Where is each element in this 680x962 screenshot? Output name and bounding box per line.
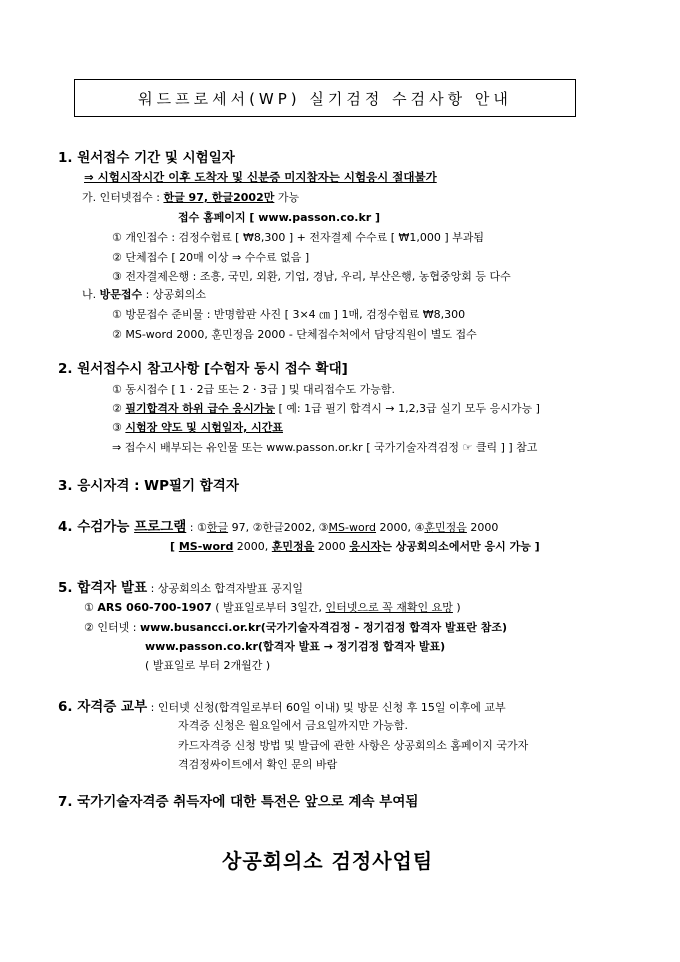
section1-item2: ② 단체접수 [ 20매 이상 ⇒ 수수료 없음 ] (112, 251, 310, 264)
section4-heading-programs: 프로그램 (134, 519, 187, 535)
section6-heading: 6. 자격증 교부 (58, 699, 148, 715)
section6-line3: 카드자격증 신청 방법 및 발급에 관한 사항은 상공회의소 홈페이지 국가자 (178, 739, 529, 752)
ars-mid: ( 발표일로부터 3일간, (211, 601, 326, 614)
section4-line (58, 515, 498, 535)
program-msword: MS-word (328, 521, 377, 534)
internet-hangul: 한글 97, 한글2002만 (163, 191, 275, 204)
internet-result-line (84, 619, 507, 635)
program-hangul-rest: 97, ②한글2002, ③ (228, 521, 329, 534)
visit-label: 나. (82, 288, 100, 301)
internet-prefix: 가. 인터넷접수 : (82, 191, 164, 204)
notice-title: 워드프로세서(WP) 실기검정 수검사항 안내 (74, 79, 576, 117)
note-chamber: 상공회의소 (395, 540, 449, 553)
program-hunmin: 훈민정음 (424, 521, 467, 534)
section2-item4: ⇒ 접수시 배부되는 유인물 또는 www.passon.or.kr [ 국가기술자격검정 ☞ 클릭 ] ] 참고 (112, 441, 538, 454)
visit-rest: : 상공회의소 (142, 288, 206, 301)
section2-heading: 2. 원서접수시 참고사항 [수험자 동시 접수 확대] (58, 361, 348, 377)
note-open: [ (170, 540, 179, 553)
program-hunmin-rest: 2000 (466, 521, 499, 534)
item3-bold: 시험장 약도 및 시험일자, 시간표 (125, 421, 283, 434)
section2-item3 (112, 419, 283, 435)
item2-num: ② (112, 402, 126, 415)
ars-recheck: 인터넷으로 꼭 재확인 요망 (325, 601, 453, 614)
item2-rest: [ 예: 1급 필기 합격시 → 1,2,3급 실기 모두 응시가능 ] (275, 402, 540, 415)
item2-bold: 필기합격자 하위 급수 응시가능 (125, 402, 275, 415)
section5-heading: 5. 합격자 발표 (58, 580, 148, 596)
visit-item2: ② MS-word 2000, 훈민정음 2000 - 단체접수처에서 담당직원이 별도 접수 (112, 328, 477, 341)
homepage-line: 접수 홈페이지 [ www.passon.co.kr ] (178, 211, 381, 224)
net-busancci: www.busancci.or.kr(국가기술자격검정 - 정기검정 합격자 발표란 참조) (139, 621, 508, 634)
section1-warning: ⇒ 시험시작시간 이후 도착자 및 신분증 미지참자는 시험응시 절대불가 (84, 170, 437, 184)
programs-prefix: : ① (186, 521, 207, 534)
ars-number: ARS 060-700-1907 (97, 601, 212, 614)
net-period: ( 발표일로 부터 2개월간 ) (145, 659, 271, 672)
issuer-footer: 상공회의소 검정사업팀 (222, 849, 434, 873)
section1-item1: ① 개인접수 : 검정수험료 [ ₩8,300 ] + 전자결제 수수료 [ ₩1,000 ] 부과됨 (112, 231, 485, 244)
section5-heading-rest: : 상공회의소 합격자발표 공지일 (147, 582, 303, 595)
net-passon: www.passon.co.kr(합격자 발표 → 정기검정 합격자 발표) (145, 640, 446, 653)
visit-line (82, 286, 206, 302)
note-b: 2000 (314, 540, 350, 553)
section5-line (58, 576, 303, 596)
visit-bold: 방문접수 (99, 288, 143, 301)
item3-num: ③ (112, 421, 126, 434)
section4-heading-num: 4. 수검가능 (58, 519, 135, 535)
ars-line (84, 599, 461, 615)
section4-note (170, 538, 540, 554)
note-applicant: 응시자 (349, 540, 382, 553)
section2-item2 (112, 400, 540, 416)
internet-suffix: 가능 (274, 191, 300, 204)
section7-heading: 7. 국가기술자격증 취득자에 대한 특전은 앞으로 계속 부여됨 (58, 794, 419, 810)
section1-internet-line (82, 189, 299, 205)
section6-line2: 자격증 신청은 월요일에서 금요일까지만 가능함. (178, 719, 409, 732)
note-msword: MS-word (178, 540, 234, 553)
ars-end: ) (452, 601, 461, 614)
section3-heading: 3. 응시자격 : WP필기 합격자 (58, 478, 239, 494)
section6-line4: 격검정싸이트에서 확인 문의 바람 (178, 758, 338, 771)
ars-num: ① (84, 601, 98, 614)
section1-heading: 1. 원서접수 기간 및 시험일자 (58, 150, 235, 166)
program-msword-rest: 2000, ④ (376, 521, 425, 534)
net-label: ② 인터넷 : (84, 621, 140, 634)
visit-item1: ① 방문접수 준비물 : 반명함판 사진 [ 3×4 ㎝ ] 1매, 검정수험료 ₩8,300 (112, 308, 466, 321)
note-hunmin: 훈민정음 (271, 540, 315, 553)
program-hangul: 한글 (206, 521, 229, 534)
section1-item3: ③ 전자결제은행 : 조흥, 국민, 외환, 기업, 경남, 우리, 부산은행, 농협중앙회 등 다수 (112, 270, 511, 283)
note-a: 2000, (233, 540, 272, 553)
section6-line1: : 인터넷 신청(합격일로부터 60일 이내) 및 방문 신청 후 15일 이후에 교부 (147, 701, 506, 714)
section6-line (58, 695, 506, 715)
note-d: 는 (381, 540, 396, 553)
section2-item1: ① 동시접수 [ 1 · 2급 또는 2 · 3급 ] 및 대리접수도 가능함. (112, 383, 396, 396)
note-f: 에서만 응시 가능 ] (448, 540, 540, 553)
